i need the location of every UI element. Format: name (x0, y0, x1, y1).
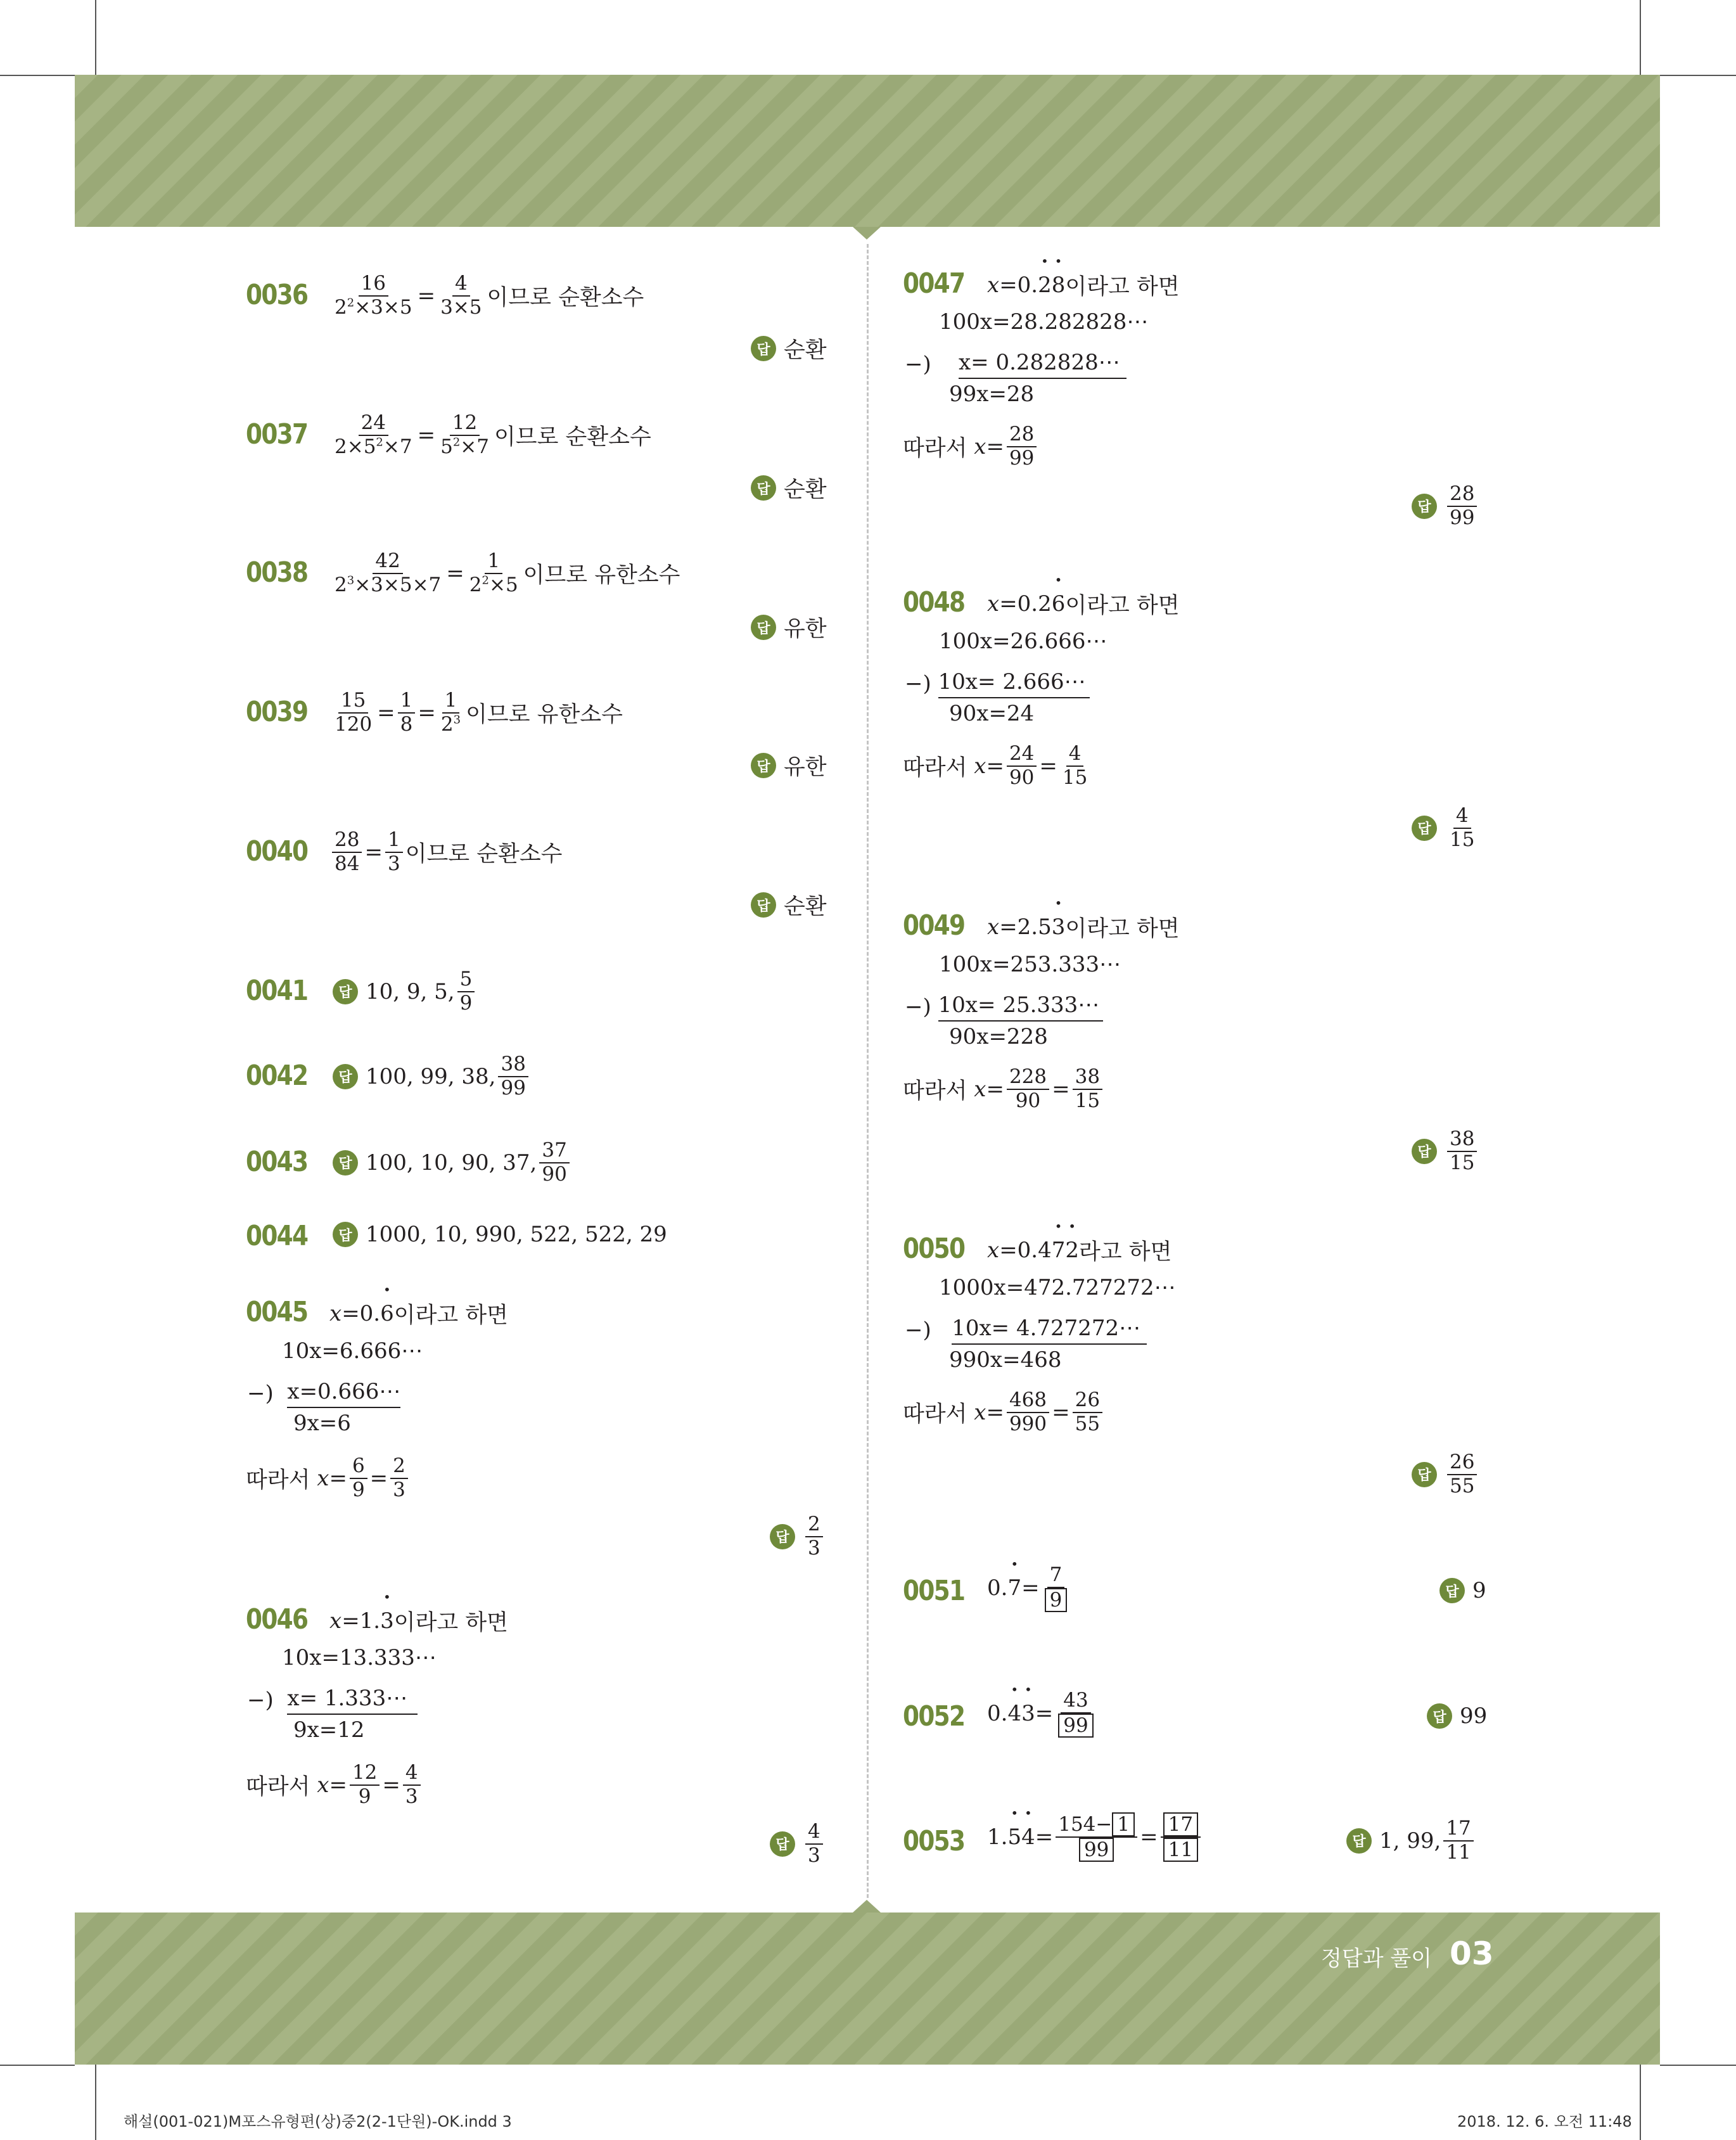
equation-line: 100x=253.333⋯ (939, 952, 1121, 977)
solution-text: 이므로 유한소수 (523, 562, 680, 588)
answer (751, 472, 827, 504)
answer-badge: 답 (1346, 1828, 1372, 1854)
subtract-line: 10x= 25.333⋯ (938, 992, 1104, 1022)
crop-mark (0, 2065, 75, 2066)
problem-number: 0043 (246, 1146, 308, 1178)
header-notch (853, 227, 881, 240)
problem-number: 0037 (246, 418, 308, 451)
answer (770, 1821, 826, 1867)
answer-text: 유한 (784, 755, 827, 780)
problem-number: 0049 (903, 909, 965, 942)
fraction: $\frac{7}{9}$ (1042, 1564, 1070, 1612)
answer-badge: 답 (1412, 1462, 1437, 1487)
equation-line (247, 1686, 418, 1715)
fraction: $\frac{4}{3}$ (403, 1762, 421, 1808)
answer-badge: 답 (333, 979, 358, 1004)
crop-mark (1660, 2065, 1736, 2066)
answer-text: 100, 10, 90, 37, (366, 1150, 537, 1176)
solution-line: $\frac{16}{2^2\times 3\times 5}$ = $\frac{4}{3\times 5}$ 이므로 순환소수 (329, 272, 644, 319)
solution-line: x =2.5 • 3 이라고 하면 (987, 911, 1180, 943)
fraction: $\frac{37}{90}$ (539, 1139, 569, 1186)
answer-text: 1000, 10, 990, 522, 522, 29 (366, 1222, 667, 1247)
answer-text: 100, 99, 38, (366, 1063, 496, 1089)
answer (333, 1053, 531, 1099)
answer-badge: 답 (751, 475, 776, 501)
problem-number: 0036 (246, 279, 308, 311)
print-timestamp: 2018. 12. 6. 오전 11:48 (1457, 2113, 1632, 2130)
therefore-text: 따라서 (246, 1774, 310, 1800)
fraction: $\frac{24}{90}$ (1007, 743, 1037, 789)
answer (1412, 1451, 1479, 1497)
fraction: $\frac{38}{15}$ (1073, 1066, 1102, 1112)
minus-sign: −) (247, 1381, 274, 1406)
equation-line: 99x=28 (949, 381, 1035, 407)
equation-line: 990x=468 (949, 1347, 1062, 1373)
answer-badge: 답 (1412, 494, 1437, 519)
fraction: $\frac{4}{3}$ (805, 1821, 823, 1867)
solution-line: x =0.4 • 7 • 2 라고 하면 (987, 1234, 1171, 1266)
fraction: $\frac{468}{990}$ (1007, 1389, 1049, 1435)
solution-line: 따라서 x = $\frac{28}{99}$ (903, 423, 1039, 470)
answer-text: 99 (1460, 1703, 1488, 1729)
crop-mark (1660, 75, 1736, 76)
answer-badge: 답 (1427, 1703, 1452, 1729)
equation-line: 10x=6.666⋯ (282, 1338, 423, 1364)
fraction: $\frac{17}{11}$ (1443, 1817, 1473, 1864)
fraction: $\frac{2}{3}$ (805, 1513, 823, 1560)
answer-badge: 답 (333, 1222, 358, 1247)
solution-text: 이므로 순환소수 (487, 285, 644, 311)
crop-mark (1640, 0, 1641, 75)
equation-line (247, 1379, 400, 1408)
minus-sign: −) (247, 1688, 274, 1713)
fraction: $\frac{28}{84}$ (332, 829, 362, 875)
minus-sign: −) (905, 671, 931, 696)
solution-line: 0. • 7 = $\frac{7}{9}$ (987, 1564, 1072, 1612)
equation-line: 1000x=472.727272⋯ (939, 1275, 1176, 1300)
answer (1427, 1703, 1487, 1729)
answer (333, 1139, 572, 1186)
therefore-text: 따라서 (903, 1401, 967, 1427)
fraction: $\frac{26}{55}$ (1073, 1389, 1102, 1435)
equation-line: 90x=228 (949, 1024, 1048, 1049)
answer (333, 968, 477, 1015)
answer-badge: 답 (751, 615, 776, 640)
fraction: $\frac{15}{120}$ (335, 689, 373, 736)
solution-line: $\frac{42}{2^3\times 3\times 5\times 7}$ = $\frac{1}{2^2\times 5}$ 이므로 유한소수 (329, 550, 680, 596)
fraction: $\frac{38}{15}$ (1447, 1128, 1477, 1174)
equation-line: 9x=6 (293, 1411, 351, 1436)
solution-text: 이라고 하면 (1065, 274, 1180, 300)
fraction: $\frac{24}{2\times 5^2\times 7}$ (335, 411, 412, 458)
problem-number: 0048 (903, 586, 965, 618)
problem-number: 0053 (903, 1825, 965, 1857)
fraction: $\frac{43}{99}$ (1056, 1689, 1095, 1738)
fraction: $\frac{4}{3\times 5}$ (440, 272, 482, 319)
solution-line: 따라서 x = $\frac{24}{90}$ = $\frac{4}{15}$ (903, 743, 1092, 789)
solution-line: x =0.2 • 6 이라고 하면 (987, 588, 1180, 620)
fraction: $\frac{12}{5^2\times 7}$ (440, 411, 489, 458)
solution-text: 라고 하면 (1079, 1240, 1172, 1265)
fraction: $\frac{12}{9}$ (350, 1762, 380, 1808)
problem-number: 0042 (246, 1060, 308, 1092)
answer-text: 순환 (784, 338, 827, 363)
fraction: $\frac{42}{2^3\times 3\times 5\times 7}$ (335, 549, 442, 596)
equation-line: 100x=28.282828⋯ (939, 309, 1149, 335)
fraction: $\frac{4}{15}$ (1062, 742, 1088, 789)
fraction: $\frac{1}{8}$ (398, 689, 416, 736)
equation-line: 90x=24 (949, 701, 1035, 726)
solution-line: 따라서 x = $\frac{228}{90}$ = $\frac{38}{15}$ (903, 1066, 1105, 1112)
solution-text: 이라고 하면 (393, 1303, 508, 1328)
answer-text: 순환 (784, 894, 827, 919)
answer-badge: 답 (333, 1150, 358, 1176)
answer (1412, 483, 1479, 529)
fraction: $\frac{28}{99}$ (1447, 483, 1477, 529)
solution-text: 이라고 하면 (393, 1610, 508, 1636)
fraction: $\frac{16}{2^2\times 3\times 5}$ (335, 272, 412, 319)
crop-mark (1640, 2065, 1641, 2140)
therefore-text: 따라서 (246, 1467, 310, 1493)
answer-text: 9 (1472, 1578, 1486, 1603)
solution-line: x =0. • 2 • 8 이라고 하면 (987, 269, 1180, 301)
therefore-text: 따라서 (903, 1078, 967, 1104)
solution-line: $\frac{28}{84}$ = $\frac{1}{3}$ 이므로 순환소수 (329, 829, 562, 875)
solution-text: 이라고 하면 (1065, 916, 1180, 942)
answer (1412, 805, 1479, 851)
answer-badge: 답 (751, 892, 776, 918)
subtract-line: x= 0.282828⋯ (959, 350, 1126, 379)
fraction: $\frac{38}{99}$ (498, 1053, 528, 1099)
problem-number: 0047 (903, 267, 965, 300)
fraction: $\frac{2}{3}$ (390, 1455, 408, 1501)
problem-number: 0051 (903, 1575, 965, 1607)
footer-band (75, 1913, 1660, 2065)
answer-badge: 답 (751, 753, 776, 778)
problem-number: 0050 (903, 1233, 965, 1265)
minus-sign: −) (905, 352, 931, 377)
fraction: $\frac{228}{90}$ (1007, 1066, 1049, 1112)
answer (770, 1513, 826, 1560)
answer-badge: 답 (770, 1524, 795, 1549)
fraction: $\frac{1}{2^3}$ (440, 689, 461, 736)
problem-number: 0041 (246, 975, 308, 1007)
solution-line: $\frac{15}{120}$ = $\frac{1}{8}$ = $\frac{1}{2^3}$ 이므로 유한소수 (329, 689, 623, 736)
answer-badge: 답 (1412, 816, 1437, 841)
problem-number: 0046 (246, 1603, 308, 1636)
fraction: $\frac{154- 1}{99}$ (1056, 1812, 1137, 1862)
solution-line: 따라서 x = $\frac{12}{9}$ = $\frac{4}{3}$ (246, 1762, 423, 1808)
answer (1346, 1817, 1476, 1864)
fraction: $\frac{1}{2^2\times 5}$ (469, 549, 518, 596)
answer (751, 889, 827, 921)
solution-line: 0. • 4 • 3 = $\frac{43}{99}$ (987, 1689, 1099, 1738)
subtract-line: 10x= 4.727272⋯ (952, 1316, 1147, 1345)
answer (751, 333, 827, 364)
therefore-text: 따라서 (903, 755, 967, 781)
answer-badge: 답 (751, 336, 776, 361)
equation-line (905, 669, 1090, 698)
crop-mark (95, 2065, 96, 2140)
problem-number: 0040 (246, 835, 308, 868)
equation-line: 10x=13.333⋯ (282, 1645, 437, 1670)
fraction: $\frac{28}{99}$ (1007, 423, 1037, 470)
solution-line: 따라서 x = $\frac{468}{990}$ = $\frac{26}{55}$ (903, 1389, 1105, 1435)
solution-line: x =1. • 3 이라고 하면 (329, 1605, 508, 1637)
solution-line: 따라서 x = $\frac{6}{9}$ = $\frac{2}{3}$ (246, 1455, 411, 1501)
fraction: $\frac{6}{9}$ (350, 1455, 367, 1501)
column-divider (867, 244, 869, 1898)
fraction: $\frac{1}{3}$ (385, 829, 403, 875)
answer (1439, 1578, 1486, 1603)
answer (333, 1222, 667, 1247)
header-band (75, 75, 1660, 227)
problem-number: 0038 (246, 556, 308, 589)
solution-text: 이므로 순환소수 (405, 841, 563, 867)
equation-line (905, 1316, 1147, 1345)
solution-text: 이므로 유한소수 (466, 702, 623, 727)
answer-badge: 답 (1412, 1139, 1437, 1164)
answer-badge: 답 (333, 1064, 358, 1089)
answer-text: 순환 (784, 477, 827, 503)
problem-number: 0044 (246, 1220, 308, 1252)
equation-line: 100x=26.666⋯ (939, 629, 1107, 654)
answer-text: 10, 9, 5, (366, 978, 455, 1004)
solution-line: x =0. • 6 이라고 하면 (329, 1298, 508, 1329)
crop-mark (95, 0, 96, 75)
equation-line (905, 992, 1103, 1022)
equation-line: 9x=12 (293, 1717, 365, 1743)
minus-sign: −) (905, 994, 931, 1020)
fraction: $\frac{17}{11}$ (1161, 1812, 1201, 1862)
answer-badge: 답 (1439, 1578, 1465, 1603)
problem-number: 0052 (903, 1700, 965, 1733)
subtract-line: x=0.666⋯ (287, 1379, 400, 1408)
problem-number: 0039 (246, 696, 308, 728)
crop-mark (0, 75, 75, 76)
subtract-line: x= 1.333⋯ (287, 1686, 418, 1715)
answer-text: 1, 99, (1379, 1828, 1441, 1854)
page-number: 03 (1450, 1935, 1494, 1972)
answer (751, 612, 827, 643)
solution-line: 1. • 5 • 4 = $\frac{154- 1}{99}$ = $\frac{17}{11}$ (987, 1812, 1203, 1862)
file-slug: 해설(001-021)M포스유형편(상)중2(2-1단원)-OK.indd 3 (124, 2113, 512, 2130)
fraction: $\frac{26}{55}$ (1447, 1451, 1477, 1497)
fraction: $\frac{4}{15}$ (1450, 804, 1475, 851)
solution-text: 이므로 순환소수 (494, 424, 651, 450)
therefore-text: 따라서 (903, 435, 967, 461)
footer-title: 정답과 풀이 (1321, 1946, 1433, 1971)
answer-text: 유한 (784, 617, 827, 642)
solution-text: 이라고 하면 (1065, 593, 1180, 618)
equation-line (905, 350, 1126, 379)
answer (1412, 1128, 1479, 1174)
answer (751, 750, 827, 781)
minus-sign: −) (905, 1317, 931, 1343)
footer-notch (853, 1900, 881, 1913)
answer-badge: 답 (770, 1831, 795, 1857)
solution-line: $\frac{24}{2\times 5^2\times 7}$ = $\frac{12}{5^2\times 7}$ 이므로 순환소수 (329, 412, 651, 458)
subtract-line: 10x= 2.666⋯ (938, 669, 1090, 698)
problem-number: 0045 (246, 1296, 308, 1328)
fraction: $\frac{5}{9}$ (457, 968, 475, 1015)
